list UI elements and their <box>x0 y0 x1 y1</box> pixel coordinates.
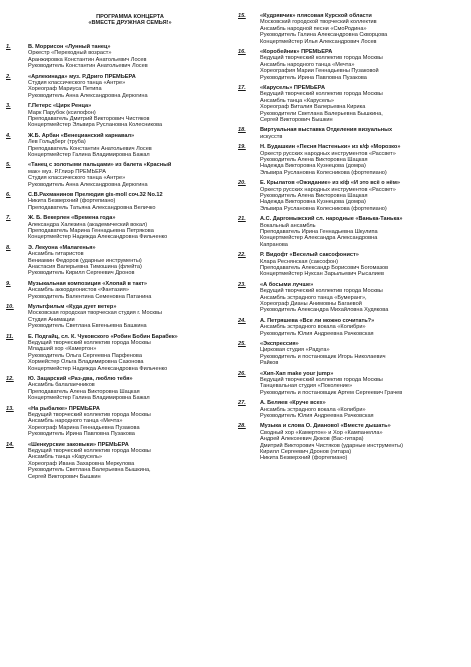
item-line: Руководитель Светлана Евгеньевна Башкина <box>28 323 147 330</box>
item-line: Ансамбль гитаристов <box>28 251 84 258</box>
item-title: «На рыбалке» ПРЕМЬЕРА <box>28 405 100 412</box>
item-line: Оркестр «Переходный возраст» <box>28 50 112 57</box>
item-line: Анастасия Валерьевна Тимошина (флейта) <box>28 263 142 270</box>
item-number: 15. <box>238 13 246 19</box>
item-line: Преподаватель Алена Викторовна Шацкая <box>28 388 140 395</box>
item-line: Руководитель Алена Викторовна Шацкая <box>260 156 368 163</box>
program-subtitle: «ВМЕСТЕ ДРУЖНАЯ СЕМЬЯ!» <box>88 20 172 27</box>
item-line: Эльвира Руслановна Колесникова (фортепиано) <box>260 169 387 176</box>
item-title: А. Петряшева «Все ли можно сочитать?» <box>260 317 375 324</box>
item-number: 6. <box>6 192 11 198</box>
item-number: 3. <box>6 103 11 110</box>
item-line: Руководитель Галина Александровна Скворцова <box>260 32 388 39</box>
item-line: Сергей Викторович Бышкин <box>260 117 333 123</box>
item-number: 20. <box>238 180 246 187</box>
item-line: Руководитель Ольга Сергеевна Парфенова <box>28 352 142 359</box>
item-title: А.С. Даргомыжский сл. народные «Ванька-Танька» <box>260 216 403 223</box>
item-line: Московская городская творческая студия г. Москвы <box>28 310 162 317</box>
item-line: Сергей Викторович Бышкин <box>28 473 101 480</box>
item-title: Музыка и слова О. Дианової «Вместе дышать» <box>260 423 391 430</box>
item-line: Концертмейстер Илья Александрович Лосев <box>260 38 377 45</box>
item-line: Ведущий творческий коллектив города Москвы <box>260 91 383 98</box>
item-number: 2. <box>6 73 11 80</box>
item-title: Ж. Б. Векерлен «Времена года» <box>28 215 116 222</box>
item-line: Никита Безверхний (фортепиано) <box>28 198 116 205</box>
item-line: Концертмейстер Эльвира Руслановна Колесникова <box>28 122 163 129</box>
item-line: Оркестр русских народных инструментов «Рассвет» <box>260 150 396 157</box>
item-line: Надежда Викторовна Кузнецова (домра) <box>260 199 366 206</box>
item-line: искусств <box>260 133 283 140</box>
item-title: Виртуальная выставка Отделения визуальных <box>260 127 393 134</box>
item-number: 8. <box>6 244 11 251</box>
item-number: 17. <box>238 85 246 91</box>
item-line: Ведущий творческий коллектив города Москвы <box>260 376 383 383</box>
item-line: Преподаватель Татьяна Александровна Величко <box>28 204 156 211</box>
item-number: 26. <box>238 370 246 377</box>
item-line: Райков <box>260 360 279 367</box>
item-number: 14. <box>6 441 14 448</box>
item-title: «Танец с золотыми пальцами» из балета «Красный <box>28 162 172 169</box>
item-line: Руководитель Юлия Андреевна Рачковская <box>260 412 374 419</box>
item-line: Руководитель Константин Анатольевич Лосев <box>28 63 148 70</box>
item-title: Э. Лекуона «Малагенья» <box>28 244 96 251</box>
item-line: Ансамбль танца «Карусель» <box>260 97 335 104</box>
item-line: Хормейстер Ольга Владимировна Сазонова <box>28 359 144 366</box>
item-line: Преподаватель Александр Борисович Богомазов <box>260 264 389 271</box>
item-line: Хореограф Дианы Анимовны Багаевой <box>260 300 362 307</box>
item-title: «А босыми лучше» <box>260 281 314 288</box>
item-line: Ансамбль народного танца «Мечта» <box>260 61 355 68</box>
item-line: Ведущий творческий коллектив города Москвы <box>260 55 383 62</box>
item-number: 24. <box>238 317 246 324</box>
item-line: Танцевальная студия «Поколение» <box>260 383 353 390</box>
item-line: Лев Гольдберг (труба) <box>28 139 86 146</box>
item-number: 9. <box>6 280 11 287</box>
item-number: 12. <box>6 376 14 382</box>
item-line: Московский городской творческий коллектив <box>260 19 377 26</box>
item-line: Руководитель Ирина Павловна Пузакова <box>260 74 367 81</box>
item-title: А. Беляев «Круче всех» <box>260 400 326 407</box>
item-line: Хореограф Ивана Захаровна Меркулова <box>28 460 135 467</box>
item-line: Руководитель Ирина Павловна Пузакова <box>28 431 135 438</box>
item-number: 27. <box>238 400 246 407</box>
item-title: Музыкальная композиция «Хлопай в такт» <box>28 280 148 287</box>
item-title: Е. Крылатов «Ожидание» из к/ф «И это всё о нём» <box>260 180 401 187</box>
item-number: 22. <box>238 252 246 259</box>
item-number: 16. <box>238 49 246 55</box>
item-title: Г.Петерс «Цирк Ренца» <box>28 103 92 110</box>
item-title: «Шенкурские заковыки» ПРЕМЬЕРА <box>28 441 129 448</box>
item-number: 4. <box>6 132 11 139</box>
item-number: 18. <box>238 127 246 134</box>
item-number: 25. <box>238 341 246 347</box>
item-line: Преподаватель Ирина Геннадьевна Шкулипа <box>260 228 378 235</box>
item-line: Преподаватель Константин Анатольевич Лосев <box>28 145 152 152</box>
item-line: Вениамин Федоров (ударные инструменты) <box>28 257 142 264</box>
item-title: Ж.Б. Арбан «Венецианский карнавал» <box>28 132 135 139</box>
item-title: «Карусель» ПРЕМЬЕРА <box>260 85 326 91</box>
item-line: Ансамбль эстрадного танца «Бумеранг», <box>260 294 367 301</box>
item-number: 13. <box>6 405 14 412</box>
item-line: Надежда Викторовна Кузнецова (домра) <box>260 163 366 170</box>
item-line: Руководители Светлана Валерьевна Бышкина, <box>260 110 383 117</box>
item-line: Клара Реснянская (саксофон) <box>260 258 338 265</box>
item-line: Ансамбль народного танца «Мечта» <box>28 418 123 425</box>
item-line: Студия Анимации <box>28 316 75 323</box>
item-line: Ансамбль танца «Карусель» <box>28 454 103 461</box>
item-line: Сводный хор «Камертон» и Хор «Кампанелла» <box>260 429 383 436</box>
item-line: Младший хор «Камертон» <box>28 346 97 353</box>
item-line: Ведущий творческий коллектив города Москвы <box>260 288 383 295</box>
item-line: Ансамбль балалаечников <box>28 382 95 389</box>
item-line: Хореограф Мариуса Петипа <box>28 86 102 93</box>
item-line: Хореограф Марина Геннадьевна Пузакова <box>28 424 140 431</box>
item-line: Руководитель Кирилл Сергеевич Дронов <box>28 270 135 277</box>
item-line: мак» муз. Р.Глиэр ПРЕМЬЕРА <box>28 168 106 175</box>
item-line: Студия классического танца «Антре» <box>28 175 126 182</box>
item-number: 5. <box>6 162 11 169</box>
item-title: Н. Будашкин «Песня Настеньки» из к/ф «Морозко» <box>260 144 401 151</box>
item-number: 11. <box>6 333 14 340</box>
item-title: Ю. Зацарский «Раз-два, люблю тебя» <box>28 376 133 382</box>
program-title: ПРОГРАММА КОНЦЕРТА <box>96 14 164 20</box>
item-title: «Хип-Хап make your jump» <box>260 370 334 377</box>
item-line: Руководитель Анна Александровна Дерюгина <box>28 181 148 188</box>
item-title: Мультфильм «Куда дует ветер» <box>28 304 117 310</box>
item-line: Руководитель Алена Викторовна Шацкая <box>260 192 368 199</box>
item-title: Р. Видофт «Веселый саксофонист» <box>260 252 359 259</box>
item-line: Хореография Марии Геннадьевны Пузаковой <box>260 68 379 75</box>
item-line: Концертмейстер Александра Александровна <box>260 235 378 242</box>
item-title: «Кудрявчик» плясовая Курской области <box>260 13 372 19</box>
item-line: Руководитель Юлия Андреевна Рачковская <box>260 330 374 337</box>
item-line: Руководитель Александра Михайловна Худякова <box>260 307 389 314</box>
item-number: 19. <box>238 144 246 151</box>
item-line: Руководитель Анна Александровна Дерюгина <box>28 92 148 99</box>
item-number: 23. <box>238 281 246 288</box>
item-line: Руководитель Светлана Валерьевна Бышкина, <box>28 467 151 474</box>
item-number: 7. <box>6 215 11 222</box>
item-title: «Арлекинада» муз. Р.Дриго ПРЕМЬЕРА <box>28 73 136 80</box>
item-title: С.В.Рахманинов Прелюдия gis-moll соч.32 No.12 <box>28 192 163 198</box>
item-line: Концертмейстер Надежда Александровна Фильченко <box>28 234 168 241</box>
item-line: Руководитель и постановщик Артем Сергеевич Грачев <box>260 389 403 396</box>
item-line: Ансамбль аккордеонистов «Фантазия» <box>28 287 129 294</box>
item-line: Хореограф Виталия Валерьевна Кирика <box>260 104 366 111</box>
item-line: Руководитель и постановщик Игорь Николаевич <box>260 353 386 360</box>
item-line: Александра Халезина (академический вокал) <box>28 221 148 228</box>
item-line: Концертмейстер Нуксан Зарыльевич Рысалиев <box>260 271 384 278</box>
item-line: Руководитель Валентина Семеновна Патанина <box>28 293 152 300</box>
item-line: Вокальный ансамбль <box>260 222 316 229</box>
item-number: 1. <box>6 44 11 50</box>
item-line: Кирилл Сергеевич Дронов (гитара) <box>260 448 352 455</box>
item-line: Концертмейстер Галина Владимировна Бажал <box>28 395 150 402</box>
item-line: Марк Парубок (ксилофон) <box>28 109 96 116</box>
item-line: Концертмейстер Галина Владимировна Бажал <box>28 151 150 158</box>
item-title: «Экспрессия» <box>260 341 299 347</box>
item-line: Никита Безверхний (фортепиано) <box>260 455 348 462</box>
item-line: Аранжировка Константин Анатольевич Лосев <box>28 56 147 63</box>
item-line: Эльвира Руслановна Колесникова (фортепиано) <box>260 205 387 212</box>
item-title: Е. Подгайц, сл. К. Чуковского «Робин Бобин Барабек» <box>28 333 178 340</box>
item-line: Ведущий творческий коллектив города Москвы <box>28 447 151 454</box>
item-title: В. Моррисон «Лунный танец» <box>28 44 111 50</box>
item-line: Оркестр русских народных инструментов «Рассвет» <box>260 186 396 193</box>
item-line: Преподаватель Марина Геннадьевна Петрякова <box>28 227 154 234</box>
item-line: Ансамбль народной песни «СмоРодина» <box>260 25 367 32</box>
item-line: Цирковая студия «Радуга» <box>260 347 330 354</box>
item-line: Капранова <box>260 241 288 248</box>
item-number: 21. <box>238 216 246 223</box>
program-header <box>40 14 220 27</box>
item-title: «Коробейник» ПРЕМЬЕРА <box>260 49 333 55</box>
item-line: Концертмейстер Надежда Александровна Фильченко <box>28 365 168 372</box>
item-number: 10. <box>6 304 14 310</box>
item-line: Дмитрий Викторович Чистяков (ударные инструменты) <box>260 442 403 449</box>
item-line: Ансамбль эстрадного вокала «Колибри» <box>260 324 366 331</box>
item-number: 28. <box>238 423 246 430</box>
item-line: Андрей Алексеевич Дюков (Вас-гитара) <box>260 436 364 443</box>
item-line: Ведущий творческий коллектив города Москвы <box>28 411 151 418</box>
item-line: Ансамбль эстрадного вокала «Колибри» <box>260 406 366 413</box>
item-line: Ведущий творческий коллектив города Москвы <box>28 339 151 346</box>
item-line: Студия классического танца «Антре» <box>28 79 126 86</box>
item-line: Преподаватель Дмитрий Викторович Чистяков <box>28 115 150 122</box>
